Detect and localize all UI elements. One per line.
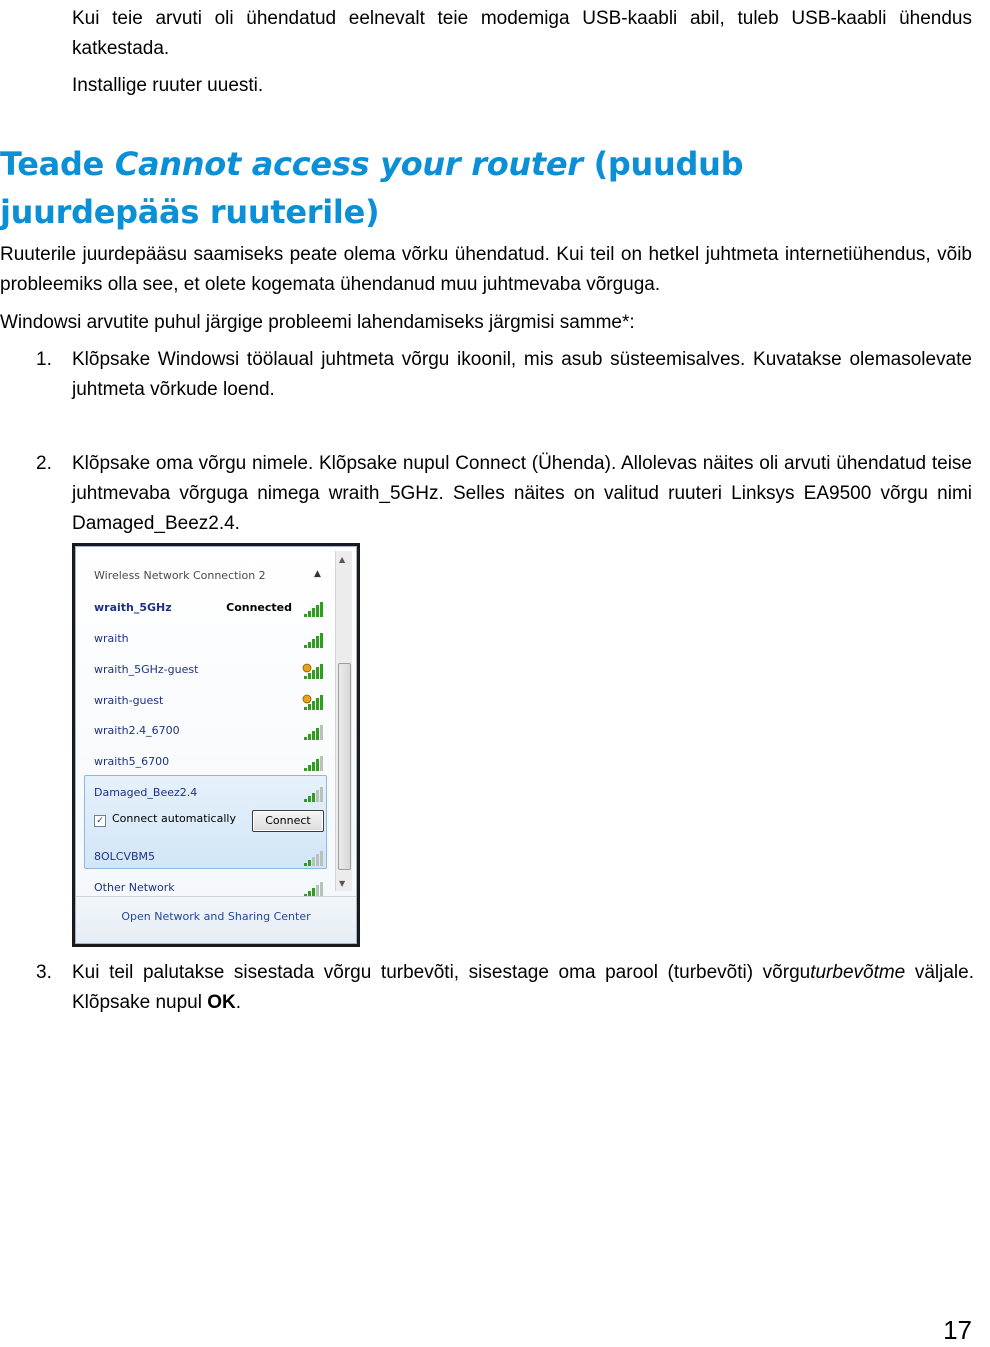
signal-strength-secured-icon bbox=[302, 663, 324, 679]
connect-automatically-checkbox[interactable]: ✓ bbox=[94, 815, 106, 827]
network-item[interactable] bbox=[90, 783, 326, 803]
scroll-down-arrow-icon[interactable]: ▼ bbox=[339, 879, 346, 888]
step-2-number: 2. bbox=[36, 453, 52, 474]
flyout-header: Wireless Network Connection 2 bbox=[94, 569, 266, 582]
network-item[interactable] bbox=[90, 598, 326, 618]
network-item[interactable] bbox=[90, 721, 326, 741]
step-1-number: 1. bbox=[36, 349, 52, 370]
network-name: wraith5_6700 bbox=[94, 755, 170, 768]
scroll-thumb[interactable] bbox=[338, 663, 351, 870]
network-item[interactable] bbox=[90, 878, 326, 898]
step-2-text: Klõpsake oma võrgu nimele. Klõpsake nupul Connect (Ühenda). Allolevas näites oli arvuti ühendatud teise juhtmevaba võrguga nimega wraith_5GHz. Selles näites on valitud ruuteri Linksys EA9500 võrgu nimi Damaged_Beez2.4. bbox=[72, 453, 972, 534]
network-item[interactable] bbox=[90, 629, 326, 649]
signal-strength-secured-icon bbox=[302, 694, 324, 710]
section-heading: Teade Cannot access your router (puudub juurdepääs ruuterile) bbox=[0, 145, 744, 231]
intro-reinstall-line: Installige ruuter uuesti. bbox=[72, 75, 264, 96]
signal-strength-icon bbox=[302, 601, 324, 617]
signal-strength-icon bbox=[302, 881, 324, 897]
intro-paragraph: Kui teie arvuti oli ühendatud eelnevalt teie modemiga USB-kaabli abil, tuleb USB-kaabli ühendus katkestada. bbox=[72, 8, 972, 59]
network-name: Damaged_Beez2.4 bbox=[94, 786, 198, 799]
open-network-sharing-center-link[interactable]: Open Network and Sharing Center bbox=[121, 910, 311, 923]
page-number: 17 bbox=[943, 1315, 972, 1345]
flyout-panel bbox=[75, 546, 357, 944]
step-1-text: Klõpsake Windowsi töölaual juhtmeta võrgu ikoonil, mis asub süsteemisalves. Kuvatakse olemasolevate juhtmeta võrkude loend. bbox=[72, 349, 972, 400]
network-name: wraith_5GHz bbox=[94, 601, 172, 614]
network-status: Connected bbox=[226, 601, 292, 614]
flyout-scrollbar[interactable] bbox=[335, 551, 352, 891]
network-item[interactable] bbox=[90, 660, 326, 680]
network-name: wraith2.4_6700 bbox=[94, 724, 180, 737]
network-name: wraith_5GHz-guest bbox=[94, 663, 199, 676]
network-name: wraith-guest bbox=[94, 694, 164, 707]
network-item[interactable] bbox=[90, 752, 326, 772]
step-3-text: Kui teil palutakse sisestada võrgu turbevõti, sisestage oma parool (turbevõti) võrguturbevõtme väljale. Klõpsake nupul OK. bbox=[72, 962, 974, 1013]
signal-strength-icon bbox=[302, 755, 324, 771]
connect-button[interactable]: Connect bbox=[252, 810, 324, 832]
step-3-number: 3. bbox=[36, 962, 52, 983]
network-name: wraith bbox=[94, 632, 129, 645]
flyout-footer bbox=[76, 896, 356, 943]
signal-strength-icon bbox=[302, 724, 324, 740]
scroll-up-arrow-icon[interactable]: ▲ bbox=[339, 555, 346, 564]
collapse-chevron-icon[interactable]: ▲ bbox=[314, 569, 321, 579]
signal-strength-icon bbox=[302, 632, 324, 648]
network-name: 8OLCVBM5 bbox=[94, 850, 156, 863]
signal-strength-icon bbox=[302, 850, 324, 866]
connect-automatically-label: Connect automatically bbox=[112, 812, 236, 825]
network-item[interactable] bbox=[90, 847, 326, 867]
body-paragraph-2: Windowsi arvutite puhul järgige probleemi lahendamiseks järgmisi samme*: bbox=[0, 312, 635, 333]
body-paragraph-1: Ruuterile juurdepääsu saamiseks peate olema võrku ühendatud. Kui teil on hetkel juhtmeta internetiühendus, võib probleemiks olla see, et olete kogemata ühendanud muu juhtmevaba võrguga. bbox=[0, 244, 972, 295]
signal-strength-icon bbox=[302, 786, 324, 802]
wireless-networks-flyout bbox=[72, 543, 360, 947]
network-name: Other Network bbox=[94, 881, 175, 894]
network-item[interactable] bbox=[90, 691, 326, 711]
